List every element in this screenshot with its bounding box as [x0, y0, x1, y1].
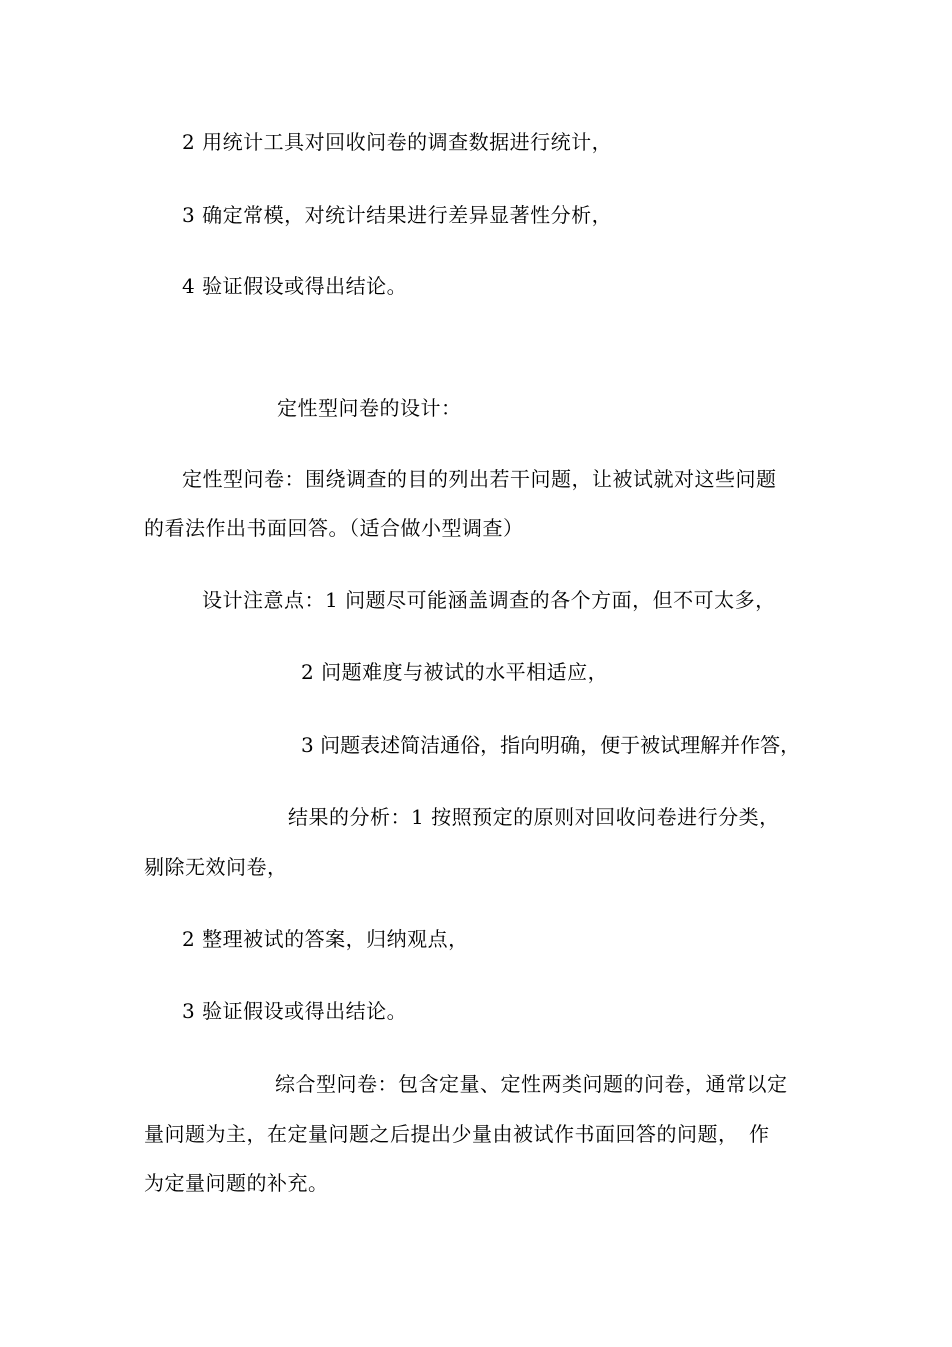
- analysis-step-2: 2 整理被试的答案，归纳观点，: [182, 927, 469, 951]
- step-2-statistics: 2 用统计工具对回收问卷的调查数据进行统计，: [182, 130, 613, 154]
- comprehensive-line2: 量问题为主，在定量问题之后提出少量由被试作书面回答的问题， 作: [144, 1122, 770, 1146]
- design-note-3: 3 问题表述简洁通俗，指向明确，便于被试理解并作答，: [301, 733, 801, 757]
- step-3-norm-analysis: 3 确定常模，对统计结果进行差异显著性分析，: [182, 203, 613, 227]
- design-note-1: 设计注意点：1 问题尽可能涵盖调查的各个方面，但不可太多，: [202, 588, 776, 612]
- comprehensive-line1: 综合型问卷：包含定量、定性两类问题的问卷，通常以定: [275, 1072, 788, 1096]
- design-note-2: 2 问题难度与被试的水平相适应，: [301, 660, 609, 684]
- step-4-conclusion: 4 验证假设或得出结论。: [182, 274, 408, 298]
- analysis-line2: 剔除无效问卷，: [144, 855, 288, 879]
- qualitative-definition-line2: 的看法作出书面回答。（适合做小型调查）: [144, 516, 524, 540]
- analysis-line1: 结果的分析：1 按照预定的原则对回收问卷进行分类，: [288, 805, 780, 829]
- comprehensive-line3: 为定量问题的补充。: [144, 1171, 329, 1195]
- qualitative-definition-line1: 定性型问卷：围绕调查的目的列出若干问题，让被试就对这些问题: [182, 467, 777, 491]
- analysis-step-3: 3 验证假设或得出结论。: [182, 999, 408, 1023]
- qualitative-heading: 定性型问卷的设计：: [277, 396, 462, 420]
